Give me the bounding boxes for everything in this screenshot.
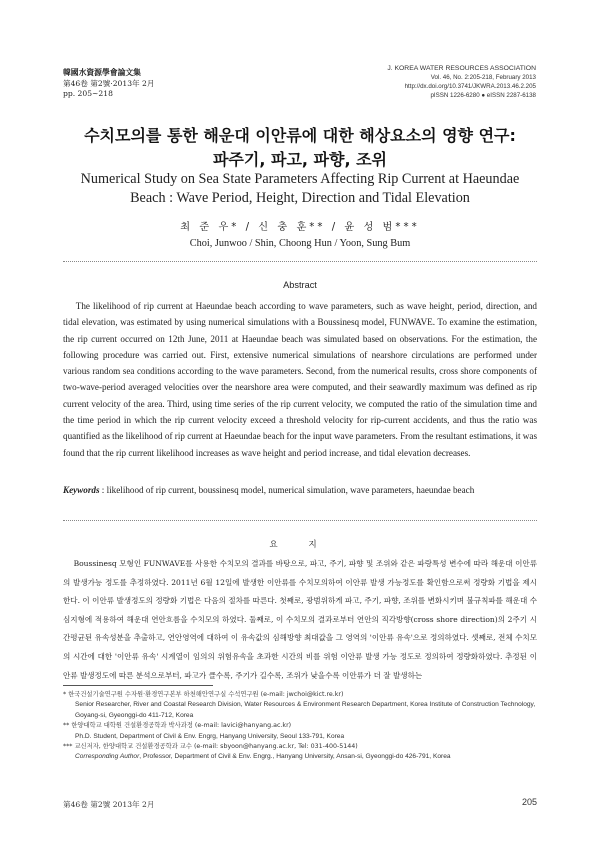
page-number: 205 [521,797,537,807]
journal-header-right [387,64,536,100]
authors-english: Choi, Junwoo / Shin, Choong Hun / Yoon, Sung Bum [189,238,411,249]
footnote-2-korean: ** 한양대학교 대학원 건설환경공학과 박사과정 (e-mail: lavici@hanyang.ac.kr) [63,722,292,730]
paper-title-korean [0,124,600,172]
title-korean-line-2: 파주기, 파고, 파향, 조위 [212,150,388,169]
journal-header-left [63,68,154,100]
doi-link[interactable]: http://dx.doi.org/10.3741/JKWRA.2013.46.2.205 [404,83,536,90]
footnote-1-korean: * 한국건설기술연구원 수자원·환경연구본부 하천해안연구실 수석연구원 (e-mail: jwchoi@kict.re.kr) [63,691,344,698]
page-range: pp. 205~218 [63,89,113,98]
footnote-3-english-text: , Professor, Department of Civil & Env. Engrg., Hanyang University, Ansan-si, Gyeonggi-do 426-791, Korea [139,753,451,761]
volume-english: Vol. 46, No. 2:205-218, February 2013 [430,74,536,81]
footnote-3-korean: *** 교신저자, 한양대학교 건설환경공학과 교수 (e-mail: sbyoon@hanyang.ac.kr, Tel: 031-400-5144) [63,743,358,751]
footer-volume: 第46卷 第2號 2013年 2月 [63,800,155,809]
divider-middle [63,520,537,521]
issn: pISSN 1226-6280 ● eISSN 2287-6138 [430,92,536,99]
abstract-heading: Abstract [283,280,317,290]
title-korean-line-1: 수치모의를 통한 해운대 이안류에 대한 해상요소의 영향 연구: [84,126,516,145]
footnote-rule [63,685,213,686]
footnotes [63,690,537,763]
abstract-body: The likelihood of rip current at Haeundae beach according to wave parameters, such as wave height, period, direction, and tidal elevation, was estimated by using numerical simulations with a Boussinesq model, FUNWAVE. To examine the estimation, the rip current occurred on 12th June, 2011 at Haeundae beach was simulated based on observations. For the estimation, the following procedure was carried out. First, extensive numerical simulations of nearshore circulations are performed under various random sea conditions according to the wave parameters. Second, from the numerical results, cross shore components of two-wave-period averaged velocities over the nearshore area were computed, and their seawardly maximum was defined as rip current velocity of the area. Third, using time series of the rip current velocity, we computed the ratio of the simulation time and the time period in which the rip current velocity exceed a threshold velocity for rip-current accidents, and thus the ratio was quantified as the likelihood of rip current at Haeundae beach for the input wave parameters. From the resultant estimations, it was found that the rip current likelihood increases as wave height and period increase, and tidal elevation decreases. [63,301,537,458]
authors-korean: 최 준 우* / 신 충 훈** / 윤 성 범*** [180,222,420,233]
paper-title-english [0,170,600,208]
keywords [63,482,537,498]
footnote-1-english: Senior Researcher, River and Coastal Research Division, Water Resources & Environment Research Department, Korea Institute of Construction Technology, Goyang-si, Gyeonggi-do 411-712, Korea [75,701,536,719]
keywords-label: Keywords [63,485,100,495]
divider-top [63,261,537,262]
korean-abstract-heading: 요 지 [269,540,331,550]
journal-name-korean: 韓國水資源學會論文集 [63,68,141,77]
title-english-line-1: Numerical Study on Sea State Parameters Affecting Rip Current at Haeundae [80,171,520,187]
journal-name-english: J. KOREA WATER RESOURCES ASSOCIATION [387,65,536,72]
korean-abstract-body: Boussinesq 모형인 FUNWAVE를 사용한 수치모의 결과를 바탕으로, 파고, 주기, 파향 및 조위와 같은 파랑특성 변수에 따라 해운대 이안류의 발생가능 정도를 추정하였다. 2011년 6월 12일에 발생한 이안류를 수치모의하여 이안류 발생 가능정도를 확인함으로써 정량화 기법을 제시한다. 이 이안류 발생정도의 정량화 기법은 다음의 절차를 따른다. 첫째로, 광범위하게 파고, 주기, 파향, 조위를 변화시키며 불규칙파를 해운대 수심지형에 적용하여 해운대 연안흐름을 수치모의 하였다. 둘째로, 이 수치모의 결과로부터 연안의 직각방향(cross shore direction)의 2주기 시간평균된 유속성분을 추출하고, 연안영역에 대하여 이 유속값의 심해방향 최대값을 그 영역의 '이안류 유속'으로 정의하였다. 셋째로, 전체 수치모의 시간에 대한 '이안류 유속' 시계열이 임의의 위험유속을 초과한 시간의 비를 위험 이안류 발생 가능 정도로 정의하여 정량화하였다. 추정된 이안류 발생정도에 따른 분석으로부터, 파고가 클수록, 주기가 길수록, 조위가 낮을수록 이안류가 더 잘 발생하는 [63,559,537,680]
keywords-list: : likelihood of rip current, boussinesq model, numerical simulation, wave parameters, haeundae beach [99,485,475,495]
corresponding-author-label: Corresponding Author [75,753,140,761]
footnote-2-english: Ph.D. Student, Department of Civil & Env. Engrg, Hanyang University, Seoul 133-791, Korea [75,732,345,740]
footnote-3-english [63,752,537,762]
volume-korean: 第46卷 第2號·2013年 2月 [63,78,155,88]
title-english-line-2: Beach : Wave Period, Height, Direction and Tidal Elevation [130,190,470,206]
